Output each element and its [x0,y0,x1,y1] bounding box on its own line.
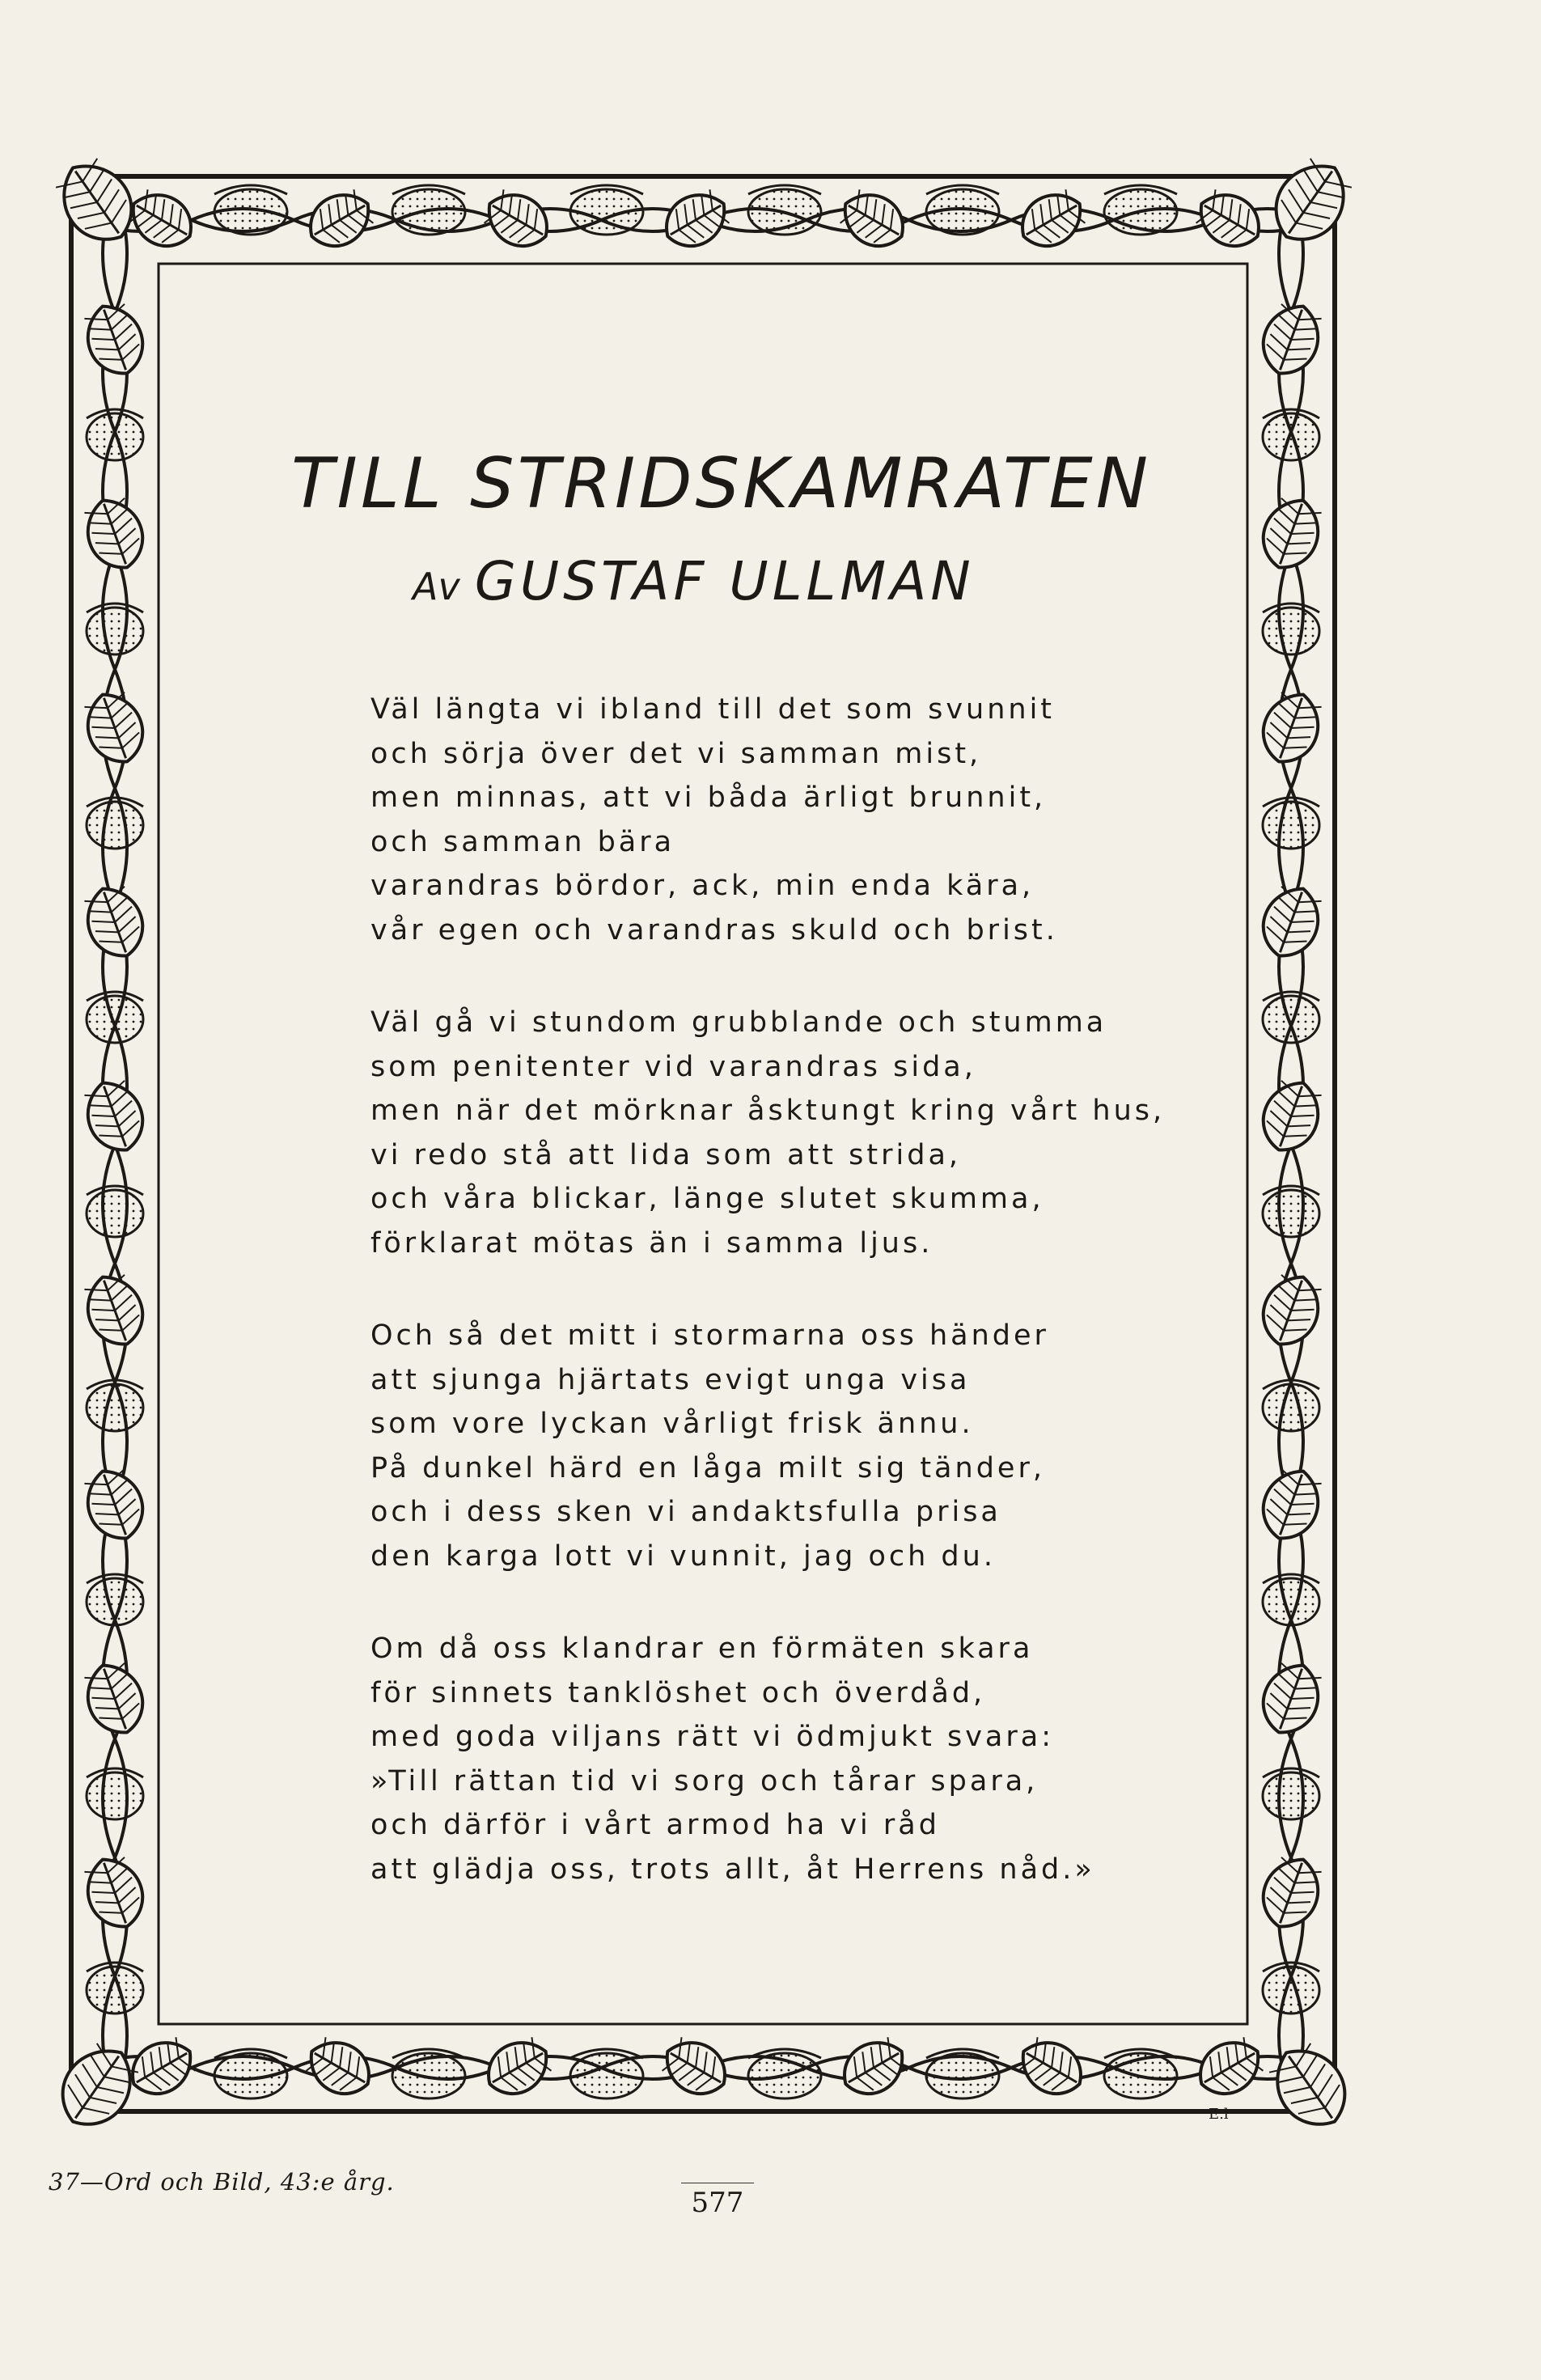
blossom-ornament [1263,1963,1319,2014]
blossom-ornament [87,798,143,849]
poem-line: förklarat mötas än i samma ljus. [370,1226,933,1260]
blossom-ornament [87,1380,143,1431]
stanza [370,688,1179,952]
leaf-ornament [1254,879,1328,964]
leaf-ornament [121,183,201,257]
stanza [370,1314,1179,1578]
stanza [370,1627,1179,1891]
leaf-ornament [1260,2035,1361,2140]
blossom-ornament [87,603,143,654]
leaf-ornament [78,1850,152,1935]
leaf-ornament [1254,1850,1328,1935]
leaf-ornament [1254,1268,1328,1353]
blossom-ornament [1104,185,1177,235]
poem-body [370,688,1179,1940]
page-number: 577 [681,2183,754,2219]
poem-line: men minnas, att vi båda ärligt brunnit, [370,781,1047,814]
footer-journal-reference: 37—Ord och Bild, 43:e årg. [49,2168,395,2196]
leaf-ornament [78,1268,152,1353]
leaf-ornament [655,2031,735,2105]
illustrator-signature: E.l [1209,2106,1229,2123]
blossom-ornament [1263,992,1319,1043]
stanza [370,1001,1179,1265]
blossom-ornament [214,185,287,235]
leaf-ornament [78,1462,152,1547]
blossom-ornament [87,992,143,1043]
leaf-ornament [1189,2031,1269,2105]
leaf-ornament [1254,1656,1328,1741]
leaf-ornament [78,491,152,576]
leaf-ornament [78,297,152,382]
blossom-ornament [1263,1768,1319,1819]
poem-line: för sinnets tanklöshet och överdåd, [370,1676,986,1709]
blossom-ornament [570,185,643,235]
leaf-ornament [78,1074,152,1158]
blossom-ornament [87,409,143,460]
leaf-ornament [1011,2031,1091,2105]
blossom-ornament [87,1186,143,1237]
blossom-ornament [392,185,465,235]
poem-line: Och så det mitt i stormarna oss händer [370,1319,1049,1352]
poem-line: och i dess sken vi andaktsfulla prisa [370,1496,1001,1528]
poem-line: och samman bära [370,825,675,858]
leaf-ornament [1011,183,1091,257]
poem-line: den karga lott vi vunnit, jag och du. [370,1539,996,1573]
blossom-ornament [1263,1574,1319,1625]
poem-line: med goda viljans rätt vi ödmjukt svara: [370,1721,1055,1753]
leaf-ornament [1254,491,1328,576]
leaf-ornament [47,150,147,255]
poem-line: Om då oss klandrar en förmäten skara [370,1633,1034,1665]
blossom-ornament [1263,603,1319,654]
poem-line: vi redo stå att lida som att strida, [370,1138,962,1171]
poem-line: »Till rättan tid vi sorg och tårar spara, [370,1764,1039,1798]
poem-line: varandras bördor, ack, min enda kära, [370,870,1035,902]
poem-line: att sjunga hjärtats evigt unga visa [370,1363,971,1396]
poem-line: och våra blickar, länge slutet skumma, [370,1183,1044,1215]
blossom-ornament [1263,409,1319,460]
leaf-ornament [1254,297,1328,382]
blossom-ornament [1263,1186,1319,1237]
blossom-ornament [570,2049,643,2098]
poem-title: TILL STRIDSKAMRATEN [291,443,1152,524]
leaf-ornament [833,183,913,257]
poem-line: som vore lyckan vårligt frisk ännu. [370,1408,974,1440]
byline-prefix: Av [413,565,460,608]
poem-line: att glädja oss, trots allt, åt Herrens nåd.» [370,1853,1095,1886]
leaf-ornament [299,2031,379,2105]
poem-line: och därför i vårt armod ha vi råd [370,1809,940,1841]
blossom-ornament [926,185,999,235]
poem-line: På dunkel härd en låga milt sig tänder, [370,1451,1045,1484]
leaf-ornament [1189,183,1269,257]
byline [413,550,975,612]
leaf-ornament [121,2031,201,2105]
leaf-ornament [655,183,735,257]
poem-line: och sörja över det vi samman mist, [370,737,982,770]
blossom-ornament [87,1963,143,2014]
poem-line: vår egen och varandras skuld och brist. [370,913,1058,946]
blossom-ornament [1263,798,1319,849]
author-name: GUSTAF ULLMAN [474,550,975,612]
leaf-ornament [833,2031,913,2105]
leaf-ornament [1254,685,1328,770]
poem-line: Väl gå vi stundom grubblande och stumma [370,1006,1107,1039]
poem-line: som penitenter vid varandras sida, [370,1050,976,1083]
leaf-ornament [1254,1074,1328,1158]
leaf-ornament [299,183,379,257]
leaf-ornament [47,2035,147,2140]
blossom-ornament [87,1574,143,1625]
poem-line: Väl längta vi ibland till det som svunnit [370,693,1056,726]
leaf-ornament [78,879,152,964]
blossom-ornament [748,185,821,235]
leaf-ornament [477,2031,557,2105]
leaf-ornament [1260,150,1361,255]
leaf-ornament [1254,1462,1328,1547]
blossom-ornament [1263,1380,1319,1431]
poem-line: men när det mörknar åsktungt kring vårt hus, [370,1095,1166,1127]
leaf-ornament [78,685,152,770]
blossom-ornament [87,1768,143,1819]
leaf-ornament [477,183,557,257]
leaf-ornament [78,1656,152,1741]
blossom-ornament [926,2049,999,2098]
